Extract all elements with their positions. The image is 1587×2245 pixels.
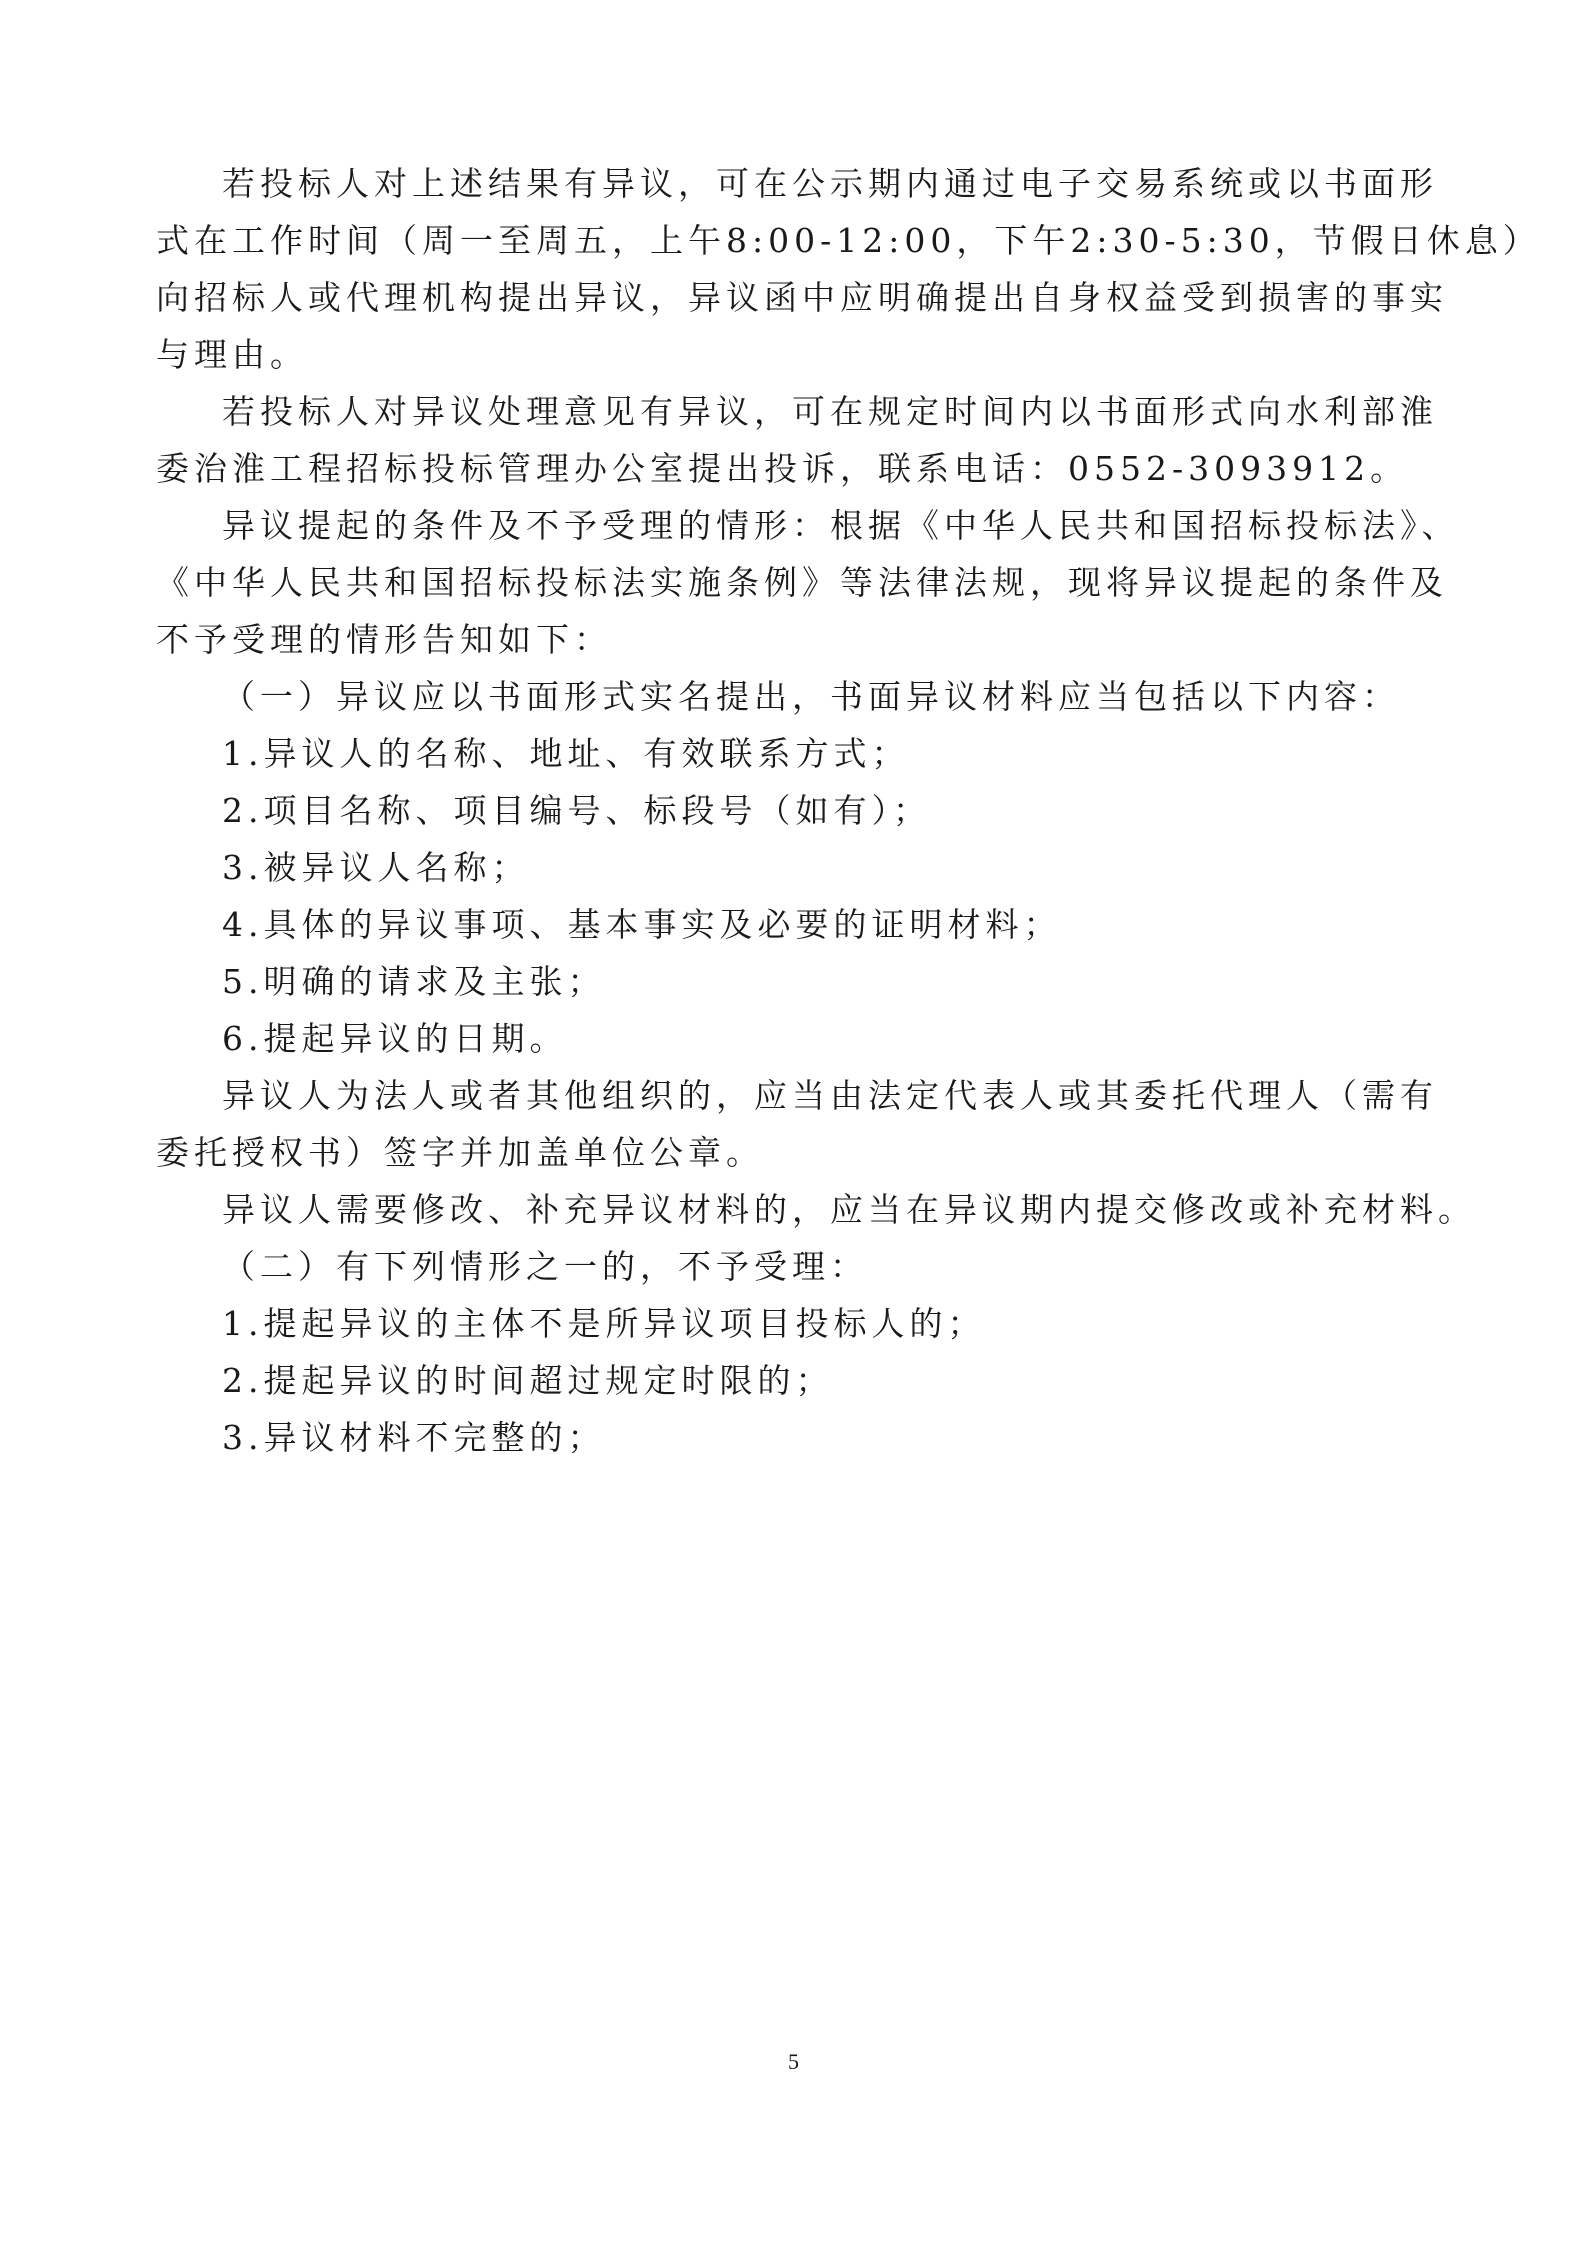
- paragraph-conditions-line-2: 《中华人民共和国招标投标法实施条例》等法律法规，现将异议提起的条件及: [156, 563, 1448, 602]
- paragraph-complaint-line-2: 委治淮工程招标投标管理办公室提出投诉，联系电话：0552-3093912。: [156, 449, 1409, 488]
- list-item-3: 3.被异议人名称；: [222, 848, 530, 887]
- paragraph-conditions-line-3: 不予受理的情形告知如下：: [156, 620, 612, 659]
- list-item-4: 4.具体的异议事项、基本事实及必要的证明材料；: [222, 905, 1062, 944]
- paragraph-signature-line-2: 委托授权书）签字并加盖单位公章。: [156, 1133, 764, 1172]
- rejection-item-3: 3.异议材料不完整的；: [222, 1418, 606, 1457]
- paragraph-objection-window-line-2: 式在工作时间（周一至周五，上午8:00-12:00，下午2:30-5:30，节假日休息）: [156, 221, 1541, 260]
- section-heading-one: （一）异议应以书面形式实名提出，书面异议材料应当包括以下内容：: [222, 677, 1400, 716]
- section-heading-two: （二）有下列情形之一的，不予受理：: [222, 1247, 868, 1286]
- list-item-5: 5.明确的请求及主张；: [222, 962, 606, 1001]
- list-item-2: 2.项目名称、项目编号、标段号（如有）；: [222, 791, 931, 830]
- paragraph-complaint-line-1: 若投标人对异议处理意见有异议，可在规定时间内以书面形式向水利部淮: [222, 392, 1438, 431]
- rejection-item-2: 2.提起异议的时间超过规定时限的；: [222, 1361, 834, 1400]
- paragraph-conditions-line-1: 异议提起的条件及不予受理的情形：根据《中华人民共和国招标投标法》、: [222, 506, 1460, 545]
- rejection-item-1: 1.提起异议的主体不是所异议项目投标人的；: [222, 1304, 986, 1343]
- paragraph-objection-window-line-3: 向招标人或代理机构提出异议，异议函中应明确提出自身权益受到损害的事实: [156, 278, 1448, 317]
- paragraph-signature-line-1: 异议人为法人或者其他组织的，应当由法定代表人或其委托代理人（需有: [222, 1076, 1438, 1115]
- paragraph-objection-window-line-4: 与理由。: [156, 335, 308, 374]
- paragraph-objection-window-line-1: 若投标人对上述结果有异议，可在公示期内通过电子交易系统或以书面形: [222, 164, 1438, 203]
- list-item-1: 1.异议人的名称、地址、有效联系方式；: [222, 734, 910, 773]
- list-item-6: 6.提起异议的日期。: [222, 1019, 568, 1058]
- paragraph-supplement: 异议人需要修改、补充异议材料的，应当在异议期内提交修改或补充材料。: [222, 1190, 1476, 1229]
- page-number: 5: [788, 2049, 799, 2074]
